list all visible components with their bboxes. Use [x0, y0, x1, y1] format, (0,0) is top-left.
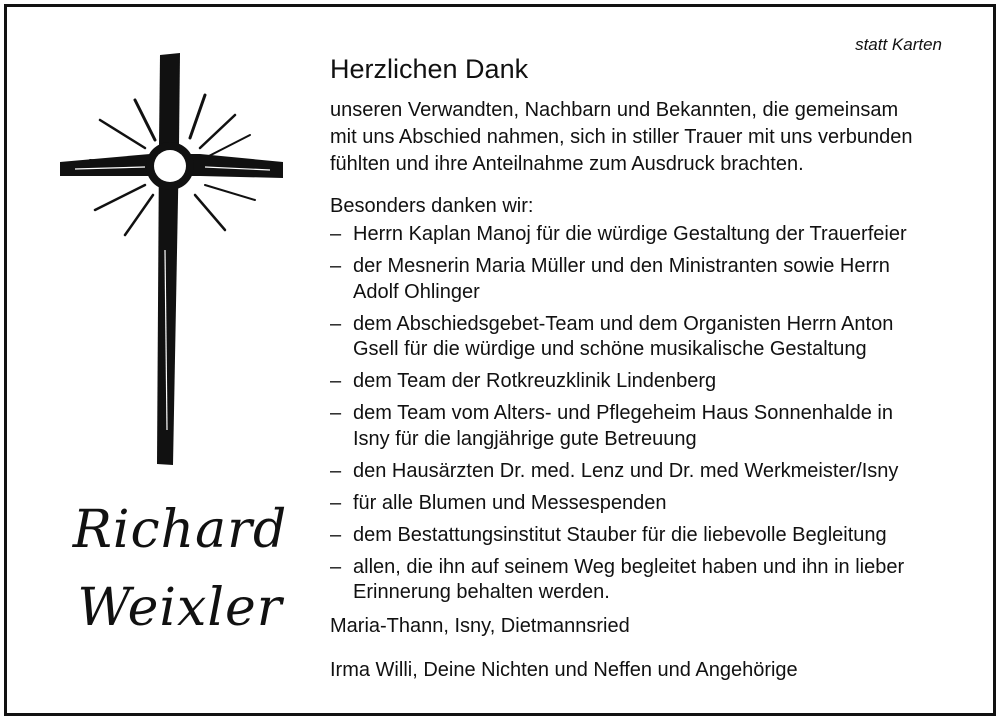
intro-paragraph — [330, 97, 960, 178]
list-item-line: Erinnerung behalten werden. — [353, 581, 610, 603]
signature-line: Irma Willi, Deine Nichten und Neffen und Angehörige — [330, 659, 798, 681]
statt-karten-note: statt Karten — [855, 35, 942, 54]
list-item — [330, 312, 907, 363]
list-item-line: allen, die ihn auf seinem Weg begleitet haben und ihn in lieber — [353, 555, 905, 578]
intro-line: unseren Verwandten, Nachbarn und Bekannten, die gemeinsam — [330, 99, 899, 121]
page-title: Herzlichen Dank — [330, 54, 529, 84]
list-item — [330, 222, 907, 248]
thanks-list — [330, 222, 907, 612]
dash-bullet: – — [330, 370, 342, 392]
dash-bullet: – — [330, 223, 342, 245]
intro-line: mit uns Abschied nahmen, sich in stiller Trauer mit uns verbunden — [330, 126, 913, 148]
radiant-cross-icon — [55, 50, 287, 470]
dash-bullet: – — [330, 555, 342, 578]
list-item — [330, 459, 907, 485]
list-item — [330, 369, 907, 395]
list-item-line: den Hausärzten Dr. med. Lenz und Dr. med Werkmeister/Isny — [353, 459, 899, 482]
list-item-line: dem Team vom Alters- und Pflegeheim Haus Sonnenhalde in — [353, 402, 893, 424]
places-line: Maria-Thann, Isny, Dietmannsried — [330, 615, 630, 637]
dash-bullet: – — [330, 491, 342, 514]
list-item — [330, 401, 907, 452]
list-item-line: Gsell für die würdige und schöne musikalische Gestaltung — [353, 338, 867, 360]
dash-bullet: – — [330, 255, 342, 277]
list-item-line: dem Abschiedsgebet-Team und dem Organisten Herrn Anton — [353, 312, 894, 335]
list-item-line: der Mesnerin Maria Müller und den Ministranten sowie Herrn — [353, 255, 890, 277]
thanks-intro: Besonders danken wir: — [330, 195, 534, 217]
dash-bullet: – — [330, 402, 342, 424]
dash-bullet: – — [330, 312, 342, 335]
dash-bullet: – — [330, 523, 342, 546]
list-item — [330, 523, 907, 549]
list-item-line: Adolf Ohlinger — [353, 280, 480, 303]
list-item-line: dem Bestattungsinstitut Stauber für die liebevolle Begleitung — [353, 523, 887, 546]
list-item — [330, 555, 907, 606]
deceased-last-name: Weixler — [77, 578, 283, 638]
list-item — [330, 491, 907, 517]
intro-line: fühlten und ihre Anteilnahme zum Ausdruck brachten. — [330, 153, 804, 175]
deceased-first-name: Richard — [72, 500, 288, 560]
list-item-line: für alle Blumen und Messespenden — [353, 491, 667, 514]
list-item-line: dem Team der Rotkreuzklinik Lindenberg — [353, 370, 717, 392]
list-item-line: Herrn Kaplan Manoj für die würdige Gestaltung der Trauerfeier — [353, 223, 907, 245]
list-item — [330, 254, 907, 305]
list-item-line: Isny für die langjährige gute Betreuung — [353, 427, 697, 450]
dash-bullet: – — [330, 459, 342, 482]
